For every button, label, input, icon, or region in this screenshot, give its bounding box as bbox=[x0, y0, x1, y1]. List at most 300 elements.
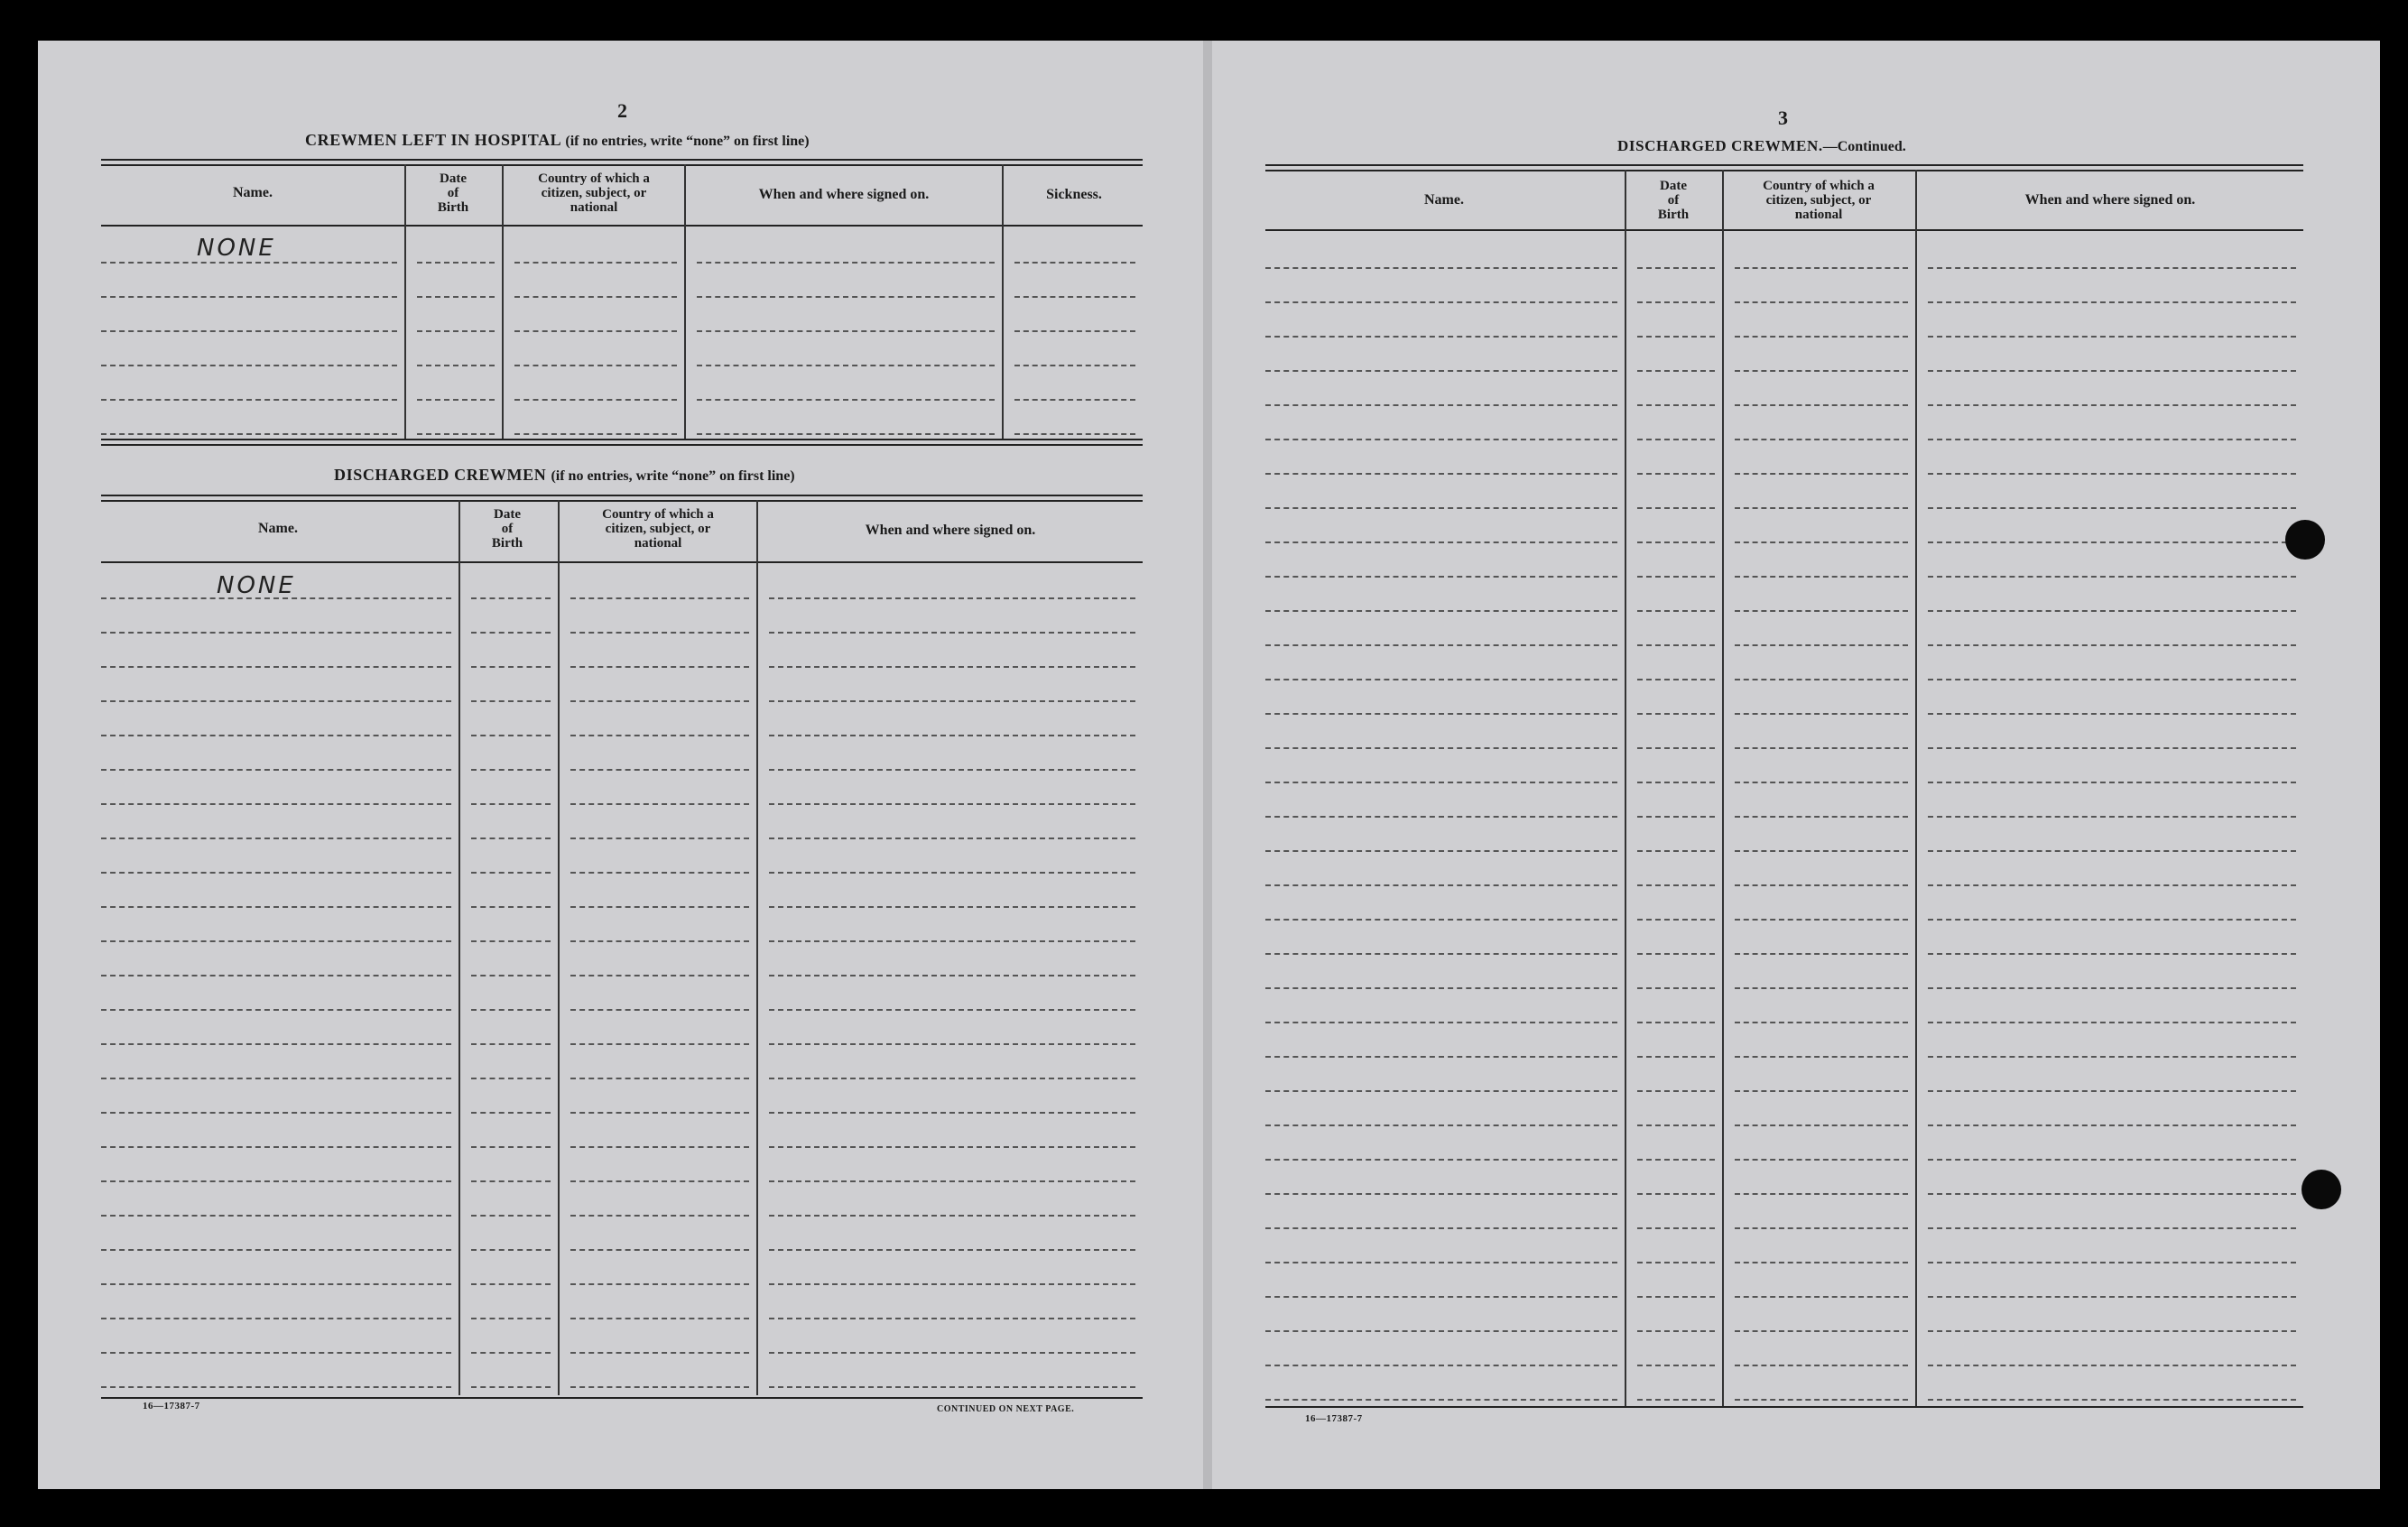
discharged-row-line bbox=[570, 1009, 749, 1011]
right-row-line bbox=[1928, 747, 2296, 749]
right-row-line bbox=[1735, 644, 1908, 646]
discharged-header-country: Country of which a citizen, subject, or national bbox=[602, 507, 714, 551]
right-top-rule bbox=[1265, 164, 2303, 166]
right-row-line bbox=[1735, 679, 1908, 680]
discharged-row-line bbox=[101, 1386, 451, 1388]
right-row-line bbox=[1265, 541, 1617, 543]
right-row-line bbox=[1637, 1159, 1715, 1161]
discharged-row-line bbox=[471, 1180, 551, 1182]
discharged-row-line bbox=[471, 735, 551, 736]
hospital-title: CREWMEN LEFT IN HOSPITAL bbox=[305, 131, 561, 149]
right-row-line bbox=[1265, 850, 1617, 852]
discharged-header-dob: Date of Birth bbox=[491, 507, 523, 551]
discharged-row-line bbox=[101, 1009, 451, 1011]
right-row-line bbox=[1637, 370, 1715, 372]
right-row-line bbox=[1928, 1365, 2296, 1366]
right-row-line bbox=[1265, 576, 1617, 578]
right-column-divider bbox=[1915, 170, 1917, 1406]
discharged-row-line bbox=[570, 1180, 749, 1182]
right-row-line bbox=[1265, 679, 1617, 680]
right-row-line bbox=[1735, 850, 1908, 852]
discharged-row-line bbox=[769, 1215, 1135, 1217]
right-row-line bbox=[1637, 713, 1715, 715]
right-row-line bbox=[1928, 953, 2296, 955]
right-row-line bbox=[1928, 267, 2296, 269]
discharged-row-line bbox=[101, 1318, 451, 1319]
discharged-bottom-rule bbox=[101, 1397, 1143, 1399]
discharged-top-rule-2 bbox=[101, 500, 1143, 502]
right-row-line bbox=[1735, 370, 1908, 372]
right-row-line bbox=[1265, 1056, 1617, 1058]
hospital-row-line bbox=[417, 330, 495, 332]
right-row-line bbox=[1265, 919, 1617, 921]
right-column-divider bbox=[1722, 170, 1724, 1406]
discharged-row-line bbox=[101, 1352, 451, 1354]
right-row-line bbox=[1735, 1296, 1908, 1298]
discharged-row-line bbox=[101, 1249, 451, 1251]
right-row-line bbox=[1637, 1056, 1715, 1058]
right-row-line bbox=[1265, 404, 1617, 406]
right-row-line bbox=[1928, 782, 2296, 783]
right-row-line bbox=[1928, 1124, 2296, 1126]
right-row-line bbox=[1637, 919, 1715, 921]
hospital-column-divider bbox=[502, 164, 504, 439]
discharged-row-line bbox=[570, 1112, 749, 1114]
discharged-row-line bbox=[471, 1352, 551, 1354]
right-row-line bbox=[1265, 1399, 1617, 1401]
discharged-column-divider bbox=[558, 500, 560, 1395]
right-row-line bbox=[1637, 1090, 1715, 1092]
right-row-line bbox=[1735, 1399, 1908, 1401]
discharged-row-line bbox=[570, 632, 749, 634]
discharged-row-line bbox=[570, 597, 749, 599]
right-row-line bbox=[1735, 1022, 1908, 1023]
hospital-column-divider bbox=[1002, 164, 1004, 439]
right-row-line bbox=[1928, 644, 2296, 646]
discharged-row-line bbox=[471, 1386, 551, 1388]
right-row-line bbox=[1637, 507, 1715, 509]
discharged-entry-handwritten: NONE bbox=[217, 572, 296, 599]
discharged-row-line bbox=[769, 735, 1135, 736]
discharged-column-divider bbox=[756, 500, 758, 1395]
right-row-line bbox=[1928, 576, 2296, 578]
right-row-line bbox=[1928, 919, 2296, 921]
discharged-row-line bbox=[769, 872, 1135, 874]
discharged-row-line bbox=[471, 632, 551, 634]
form-number-right: 16—17387-7 bbox=[1305, 1413, 1363, 1424]
hospital-column-divider bbox=[404, 164, 406, 439]
hospital-row-line bbox=[417, 399, 495, 401]
discharged-row-line bbox=[769, 838, 1135, 839]
discharged-row-line bbox=[101, 906, 451, 908]
right-row-line bbox=[1265, 816, 1617, 818]
right-row-line bbox=[1637, 1022, 1715, 1023]
right-row-line bbox=[1637, 576, 1715, 578]
discharged-row-line bbox=[769, 1386, 1135, 1388]
right-header-signed: When and where signed on. bbox=[2024, 192, 2196, 208]
right-row-line bbox=[1265, 439, 1617, 440]
discharged-row-line bbox=[769, 1318, 1135, 1319]
right-row-line bbox=[1928, 1056, 2296, 1058]
discharged-row-line bbox=[101, 1283, 451, 1285]
discharged-row-line bbox=[471, 975, 551, 976]
right-row-line bbox=[1735, 439, 1908, 440]
discharged-row-line bbox=[769, 1146, 1135, 1148]
discharged-row-line bbox=[471, 769, 551, 771]
right-row-line bbox=[1265, 1124, 1617, 1126]
hospital-row-line bbox=[101, 296, 397, 298]
hospital-row-line bbox=[697, 365, 995, 366]
right-row-line bbox=[1637, 473, 1715, 475]
hospital-row-line bbox=[1014, 330, 1135, 332]
right-row-line bbox=[1637, 679, 1715, 680]
discharged-row-line bbox=[471, 666, 551, 668]
right-row-line bbox=[1928, 301, 2296, 303]
hospital-row-line bbox=[1014, 262, 1135, 264]
right-row-line bbox=[1928, 507, 2296, 509]
right-row-line bbox=[1265, 1296, 1617, 1298]
right-row-line bbox=[1735, 1056, 1908, 1058]
right-row-line bbox=[1928, 404, 2296, 406]
discharged-row-line bbox=[471, 1009, 551, 1011]
page-number-left: 2 bbox=[617, 99, 627, 122]
right-row-line bbox=[1265, 1365, 1617, 1366]
discharged-row-line bbox=[769, 666, 1135, 668]
right-row-line bbox=[1637, 610, 1715, 612]
discharged-top-rule bbox=[101, 495, 1143, 496]
hospital-row-line bbox=[1014, 296, 1135, 298]
right-row-line bbox=[1637, 1227, 1715, 1229]
discharged-row-line bbox=[471, 1318, 551, 1319]
discharged-row-line bbox=[101, 666, 451, 668]
discharged-row-line bbox=[471, 1215, 551, 1217]
right-row-line bbox=[1265, 884, 1617, 886]
right-row-line bbox=[1928, 1090, 2296, 1092]
hospital-section-title bbox=[305, 131, 810, 150]
right-row-line bbox=[1265, 1262, 1617, 1263]
discharged-row-line bbox=[570, 1283, 749, 1285]
discharged-column-divider bbox=[458, 500, 460, 1395]
right-row-line bbox=[1637, 541, 1715, 543]
discharged-row-line bbox=[471, 940, 551, 942]
continued-note: CONTINUED ON NEXT PAGE. bbox=[937, 1404, 1075, 1414]
right-row-line bbox=[1735, 1193, 1908, 1195]
right-row-line bbox=[1928, 1262, 2296, 1263]
right-row-line bbox=[1265, 507, 1617, 509]
right-row-line bbox=[1928, 1193, 2296, 1195]
hospital-bottom-rule bbox=[101, 439, 1143, 440]
discharged-row-line bbox=[570, 872, 749, 874]
right-row-line bbox=[1735, 541, 1908, 543]
discharged-row-line bbox=[570, 1249, 749, 1251]
right-row-line bbox=[1265, 1227, 1617, 1229]
hospital-row-line bbox=[1014, 433, 1135, 435]
right-row-line bbox=[1637, 644, 1715, 646]
right-row-line bbox=[1265, 782, 1617, 783]
discharged-row-line bbox=[769, 1249, 1135, 1251]
right-title: DISCHARGED CREWMEN. bbox=[1617, 137, 1823, 154]
hospital-header-bottom-rule bbox=[101, 225, 1143, 227]
right-row-line bbox=[1928, 850, 2296, 852]
discharged-section-title bbox=[334, 466, 795, 485]
hospital-row-line bbox=[101, 330, 397, 332]
discharged-row-line bbox=[570, 666, 749, 668]
discharged-row-line bbox=[769, 769, 1135, 771]
discharged-row-line bbox=[471, 838, 551, 839]
right-row-line bbox=[1265, 713, 1617, 715]
right-row-line bbox=[1735, 1330, 1908, 1332]
right-title-suffix: —Continued. bbox=[1822, 139, 1906, 154]
discharged-row-line bbox=[101, 1146, 451, 1148]
discharged-row-line bbox=[570, 803, 749, 805]
discharged-row-line bbox=[769, 975, 1135, 976]
right-row-line bbox=[1928, 439, 2296, 440]
hospital-bottom-rule-2 bbox=[101, 444, 1143, 446]
right-row-line bbox=[1735, 919, 1908, 921]
right-row-line bbox=[1735, 507, 1908, 509]
right-row-line bbox=[1265, 1159, 1617, 1161]
hospital-row-line bbox=[697, 330, 995, 332]
hospital-row-line bbox=[417, 433, 495, 435]
discharged-row-line bbox=[570, 1386, 749, 1388]
right-row-line bbox=[1928, 1227, 2296, 1229]
right-row-line bbox=[1928, 679, 2296, 680]
hospital-row-line bbox=[697, 262, 995, 264]
right-row-line bbox=[1265, 1022, 1617, 1023]
discharged-row-line bbox=[101, 1112, 451, 1114]
discharged-row-line bbox=[101, 838, 451, 839]
right-row-line bbox=[1637, 336, 1715, 338]
page-number-right: 3 bbox=[1778, 106, 1788, 129]
right-row-line bbox=[1637, 850, 1715, 852]
discharged-row-line bbox=[570, 1352, 749, 1354]
discharged-row-line bbox=[471, 700, 551, 702]
right-row-line bbox=[1637, 1365, 1715, 1366]
discharged-row-line bbox=[570, 1146, 749, 1148]
right-row-line bbox=[1637, 1193, 1715, 1195]
right-header-bottom-rule bbox=[1265, 229, 2303, 231]
hospital-row-line bbox=[101, 262, 397, 264]
right-row-line bbox=[1265, 1330, 1617, 1332]
discharged-row-line bbox=[570, 1318, 749, 1319]
discharged-title: DISCHARGED CREWMEN bbox=[334, 466, 547, 484]
discharged-row-line bbox=[101, 769, 451, 771]
discharged-row-line bbox=[769, 1009, 1135, 1011]
discharged-row-line bbox=[101, 1078, 451, 1079]
discharged-row-line bbox=[471, 1283, 551, 1285]
page-fold bbox=[1203, 41, 1212, 1489]
discharged-row-line bbox=[570, 975, 749, 976]
right-row-line bbox=[1735, 1124, 1908, 1126]
discharged-row-line bbox=[471, 1078, 551, 1079]
right-row-line bbox=[1735, 884, 1908, 886]
discharged-row-line bbox=[570, 1078, 749, 1079]
discharged-row-line bbox=[471, 597, 551, 599]
discharged-row-line bbox=[769, 940, 1135, 942]
discharged-row-line bbox=[769, 1112, 1135, 1114]
discharged-row-line bbox=[570, 940, 749, 942]
hospital-row-line bbox=[101, 365, 397, 366]
right-row-line bbox=[1735, 1159, 1908, 1161]
discharged-row-line bbox=[570, 906, 749, 908]
right-row-line bbox=[1637, 1330, 1715, 1332]
discharged-row-line bbox=[769, 803, 1135, 805]
right-row-line bbox=[1928, 1159, 2296, 1161]
right-row-line bbox=[1928, 336, 2296, 338]
discharged-row-line bbox=[471, 1112, 551, 1114]
discharged-row-line bbox=[769, 700, 1135, 702]
right-column-divider bbox=[1625, 170, 1626, 1406]
discharged-row-line bbox=[570, 700, 749, 702]
hospital-row-line bbox=[697, 399, 995, 401]
discharged-row-line bbox=[471, 803, 551, 805]
right-row-line bbox=[1928, 1022, 2296, 1023]
right-row-line bbox=[1928, 473, 2296, 475]
right-row-line bbox=[1637, 1262, 1715, 1263]
right-row-line bbox=[1637, 301, 1715, 303]
right-row-line bbox=[1265, 370, 1617, 372]
right-row-line bbox=[1265, 610, 1617, 612]
right-row-line bbox=[1265, 1090, 1617, 1092]
right-row-line bbox=[1735, 987, 1908, 989]
right-row-line bbox=[1735, 747, 1908, 749]
hospital-header-country: Country of which a citizen, subject, or national bbox=[538, 171, 650, 215]
hospital-top-rule-2 bbox=[101, 164, 1143, 166]
right-row-line bbox=[1637, 1124, 1715, 1126]
right-row-line bbox=[1735, 267, 1908, 269]
hospital-row-line bbox=[101, 433, 397, 435]
hospital-row-line bbox=[514, 262, 677, 264]
hospital-row-line bbox=[417, 262, 495, 264]
right-row-line bbox=[1637, 439, 1715, 440]
right-row-line bbox=[1735, 1365, 1908, 1366]
right-row-line bbox=[1735, 610, 1908, 612]
right-row-line bbox=[1265, 267, 1617, 269]
right-row-line bbox=[1265, 747, 1617, 749]
right-row-line bbox=[1637, 1399, 1715, 1401]
discharged-row-line bbox=[769, 632, 1135, 634]
right-row-line bbox=[1735, 1227, 1908, 1229]
hospital-top-rule bbox=[101, 159, 1143, 161]
hospital-row-line bbox=[514, 433, 677, 435]
right-row-line bbox=[1637, 267, 1715, 269]
discharged-row-line bbox=[471, 1249, 551, 1251]
right-row-line bbox=[1265, 987, 1617, 989]
right-row-line bbox=[1735, 301, 1908, 303]
hospital-entry-handwritten: NONE bbox=[197, 235, 276, 262]
discharged-header-signed: When and where signed on. bbox=[865, 523, 1036, 538]
right-row-line bbox=[1735, 782, 1908, 783]
right-header-country: Country of which a citizen, subject, or national bbox=[1763, 179, 1875, 222]
hospital-header-name: Name. bbox=[233, 185, 273, 200]
right-row-line bbox=[1735, 713, 1908, 715]
hospital-row-line bbox=[1014, 365, 1135, 366]
discharged-row-line bbox=[101, 1043, 451, 1045]
right-row-line bbox=[1637, 747, 1715, 749]
right-row-line bbox=[1637, 404, 1715, 406]
hospital-row-line bbox=[514, 399, 677, 401]
right-row-line bbox=[1265, 953, 1617, 955]
discharged-row-line bbox=[471, 1043, 551, 1045]
right-row-line bbox=[1735, 473, 1908, 475]
discharged-row-line bbox=[101, 803, 451, 805]
discharged-row-line bbox=[769, 906, 1135, 908]
right-row-line bbox=[1928, 541, 2296, 543]
discharged-row-line bbox=[101, 1180, 451, 1182]
right-row-line bbox=[1735, 336, 1908, 338]
hospital-row-line bbox=[417, 296, 495, 298]
discharged-header-name: Name. bbox=[258, 521, 298, 536]
hospital-header-sickness: Sickness. bbox=[1046, 187, 1102, 202]
right-row-line bbox=[1735, 404, 1908, 406]
discharged-row-line bbox=[769, 1078, 1135, 1079]
discharged-row-line bbox=[570, 769, 749, 771]
discharged-row-line bbox=[570, 735, 749, 736]
discharged-row-line bbox=[101, 632, 451, 634]
hospital-subtitle: (if no entries, write “none” on first line) bbox=[565, 134, 810, 149]
right-row-line bbox=[1735, 1262, 1908, 1263]
hospital-row-line bbox=[514, 296, 677, 298]
right-row-line bbox=[1735, 816, 1908, 818]
right-row-line bbox=[1637, 782, 1715, 783]
right-row-line bbox=[1637, 953, 1715, 955]
right-row-line bbox=[1928, 713, 2296, 715]
discharged-row-line bbox=[769, 1180, 1135, 1182]
hospital-row-line bbox=[417, 365, 495, 366]
hospital-row-line bbox=[697, 433, 995, 435]
right-bottom-rule bbox=[1265, 1406, 2303, 1408]
right-row-line bbox=[1928, 884, 2296, 886]
right-row-line bbox=[1265, 473, 1617, 475]
right-row-line bbox=[1928, 1296, 2296, 1298]
right-section-title bbox=[1617, 137, 1906, 155]
discharged-row-line bbox=[101, 872, 451, 874]
right-row-line bbox=[1928, 1330, 2296, 1332]
hospital-row-line bbox=[1014, 399, 1135, 401]
discharged-row-line bbox=[769, 597, 1135, 599]
right-row-line bbox=[1928, 816, 2296, 818]
hospital-header-dob: Date of Birth bbox=[437, 171, 469, 215]
discharged-row-line bbox=[471, 906, 551, 908]
right-row-line bbox=[1735, 576, 1908, 578]
hospital-row-line bbox=[514, 365, 677, 366]
discharged-row-line bbox=[101, 597, 451, 599]
right-row-line bbox=[1637, 1296, 1715, 1298]
discharged-header-bottom-rule bbox=[101, 561, 1143, 563]
discharged-row-line bbox=[570, 838, 749, 839]
right-row-line bbox=[1928, 610, 2296, 612]
discharged-row-line bbox=[101, 1215, 451, 1217]
right-header-name: Name. bbox=[1424, 192, 1464, 208]
discharged-row-line bbox=[570, 1043, 749, 1045]
binder-hole-bottom bbox=[2301, 1170, 2341, 1209]
discharged-row-line bbox=[101, 975, 451, 976]
right-row-line bbox=[1928, 370, 2296, 372]
discharged-row-line bbox=[570, 1215, 749, 1217]
right-row-line bbox=[1735, 1090, 1908, 1092]
right-row-line bbox=[1637, 884, 1715, 886]
hospital-row-line bbox=[101, 399, 397, 401]
right-row-line bbox=[1637, 816, 1715, 818]
right-row-line bbox=[1928, 987, 2296, 989]
discharged-row-line bbox=[769, 1043, 1135, 1045]
right-row-line bbox=[1637, 987, 1715, 989]
right-row-line bbox=[1265, 301, 1617, 303]
discharged-subtitle: (if no entries, write “none” on first line) bbox=[551, 468, 795, 484]
right-row-line bbox=[1735, 953, 1908, 955]
discharged-row-line bbox=[769, 1352, 1135, 1354]
hospital-row-line bbox=[697, 296, 995, 298]
